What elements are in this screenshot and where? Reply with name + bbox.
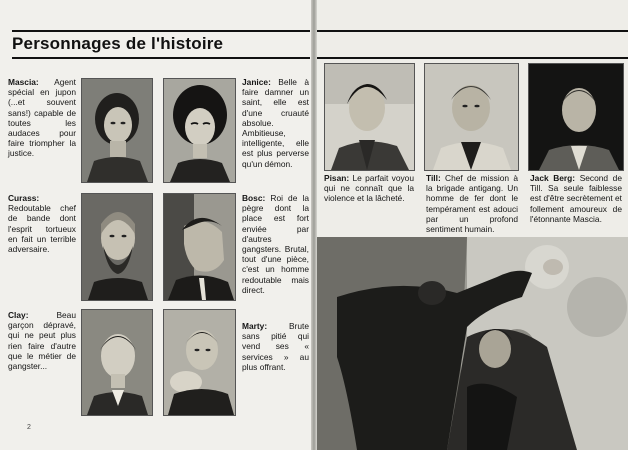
caption-curass [8, 193, 76, 254]
name-pisan: Pisan: [324, 173, 350, 183]
desc-clay: Beau garçon dépravé, qui ne peut plus rien faire d'autre que le métier de gangster... [8, 310, 76, 372]
photo-till [424, 63, 519, 171]
page-title: Personnages de l'histoire [12, 34, 224, 53]
desc-bosc: Roi de la pègre dont la place est fort enviée par d'autres gangsters. Brutal, tout d'une pièce, c'est un homme redoutable mais direct. [242, 193, 309, 295]
caption-pisan [324, 173, 414, 204]
photo-curass [81, 193, 153, 301]
desc-mascia: Agent spécial en jupon (...et souvent sans!) capable de toutes les audaces pour faire triompher la justice. [8, 77, 76, 159]
page-gutter [311, 0, 317, 450]
desc-curass: Redoutable chef de bande dont l'esprit tortueux en fait un terrible adversaire. [8, 203, 76, 255]
caption-janice [242, 77, 309, 169]
photo-jackberg [528, 63, 624, 171]
name-till: Till: [426, 173, 441, 183]
name-curass: Curass: [8, 193, 40, 203]
right-bottom-rule [316, 57, 628, 59]
name-clay: Clay: [8, 310, 29, 320]
photo-marty [163, 309, 236, 416]
desc-jackberg: Second de Till. Sa seule faiblesse est d'être secrètement et follement amoureux de l'étonnante Mascia. [530, 173, 622, 224]
photo-scene [317, 237, 628, 450]
photo-bosc [163, 193, 236, 301]
desc-marty: Brute sans pitié qui vend ses « services » au plus offrant. [242, 321, 309, 372]
name-bosc: Bosc: [242, 193, 266, 203]
name-janice: Janice: [242, 77, 271, 87]
title-top-rule [12, 30, 310, 32]
caption-clay [8, 310, 76, 371]
name-marty: Marty: [242, 321, 268, 331]
page-number: 2 [27, 424, 31, 431]
desc-till: Chef de mission à la brigade antigang. Un homme de fer dont le tempérament est adouci par un profond sentiment humain. [426, 173, 518, 235]
photo-pisan [324, 63, 415, 171]
caption-marty [242, 321, 309, 372]
caption-till [426, 173, 518, 234]
caption-bosc [242, 193, 309, 295]
title-bottom-rule [12, 57, 310, 59]
name-jackberg: Jack Berg: [530, 173, 576, 183]
caption-jackberg [530, 173, 622, 224]
photo-mascia [81, 78, 153, 183]
right-top-rule [316, 30, 628, 32]
right-page [314, 0, 628, 450]
desc-pisan: Le parfait voyou qui ne connaît que la violence et la lâcheté. [324, 173, 414, 204]
caption-mascia [8, 77, 76, 159]
photo-janice [163, 78, 236, 183]
photo-clay [81, 309, 153, 416]
desc-janice: Belle à faire damner un saint, elle est d'une cruauté absolue. Ambitieuse, intelligente, elle est plus perverse qu'un démon. [242, 77, 309, 169]
name-mascia: Mascia: [8, 77, 39, 87]
